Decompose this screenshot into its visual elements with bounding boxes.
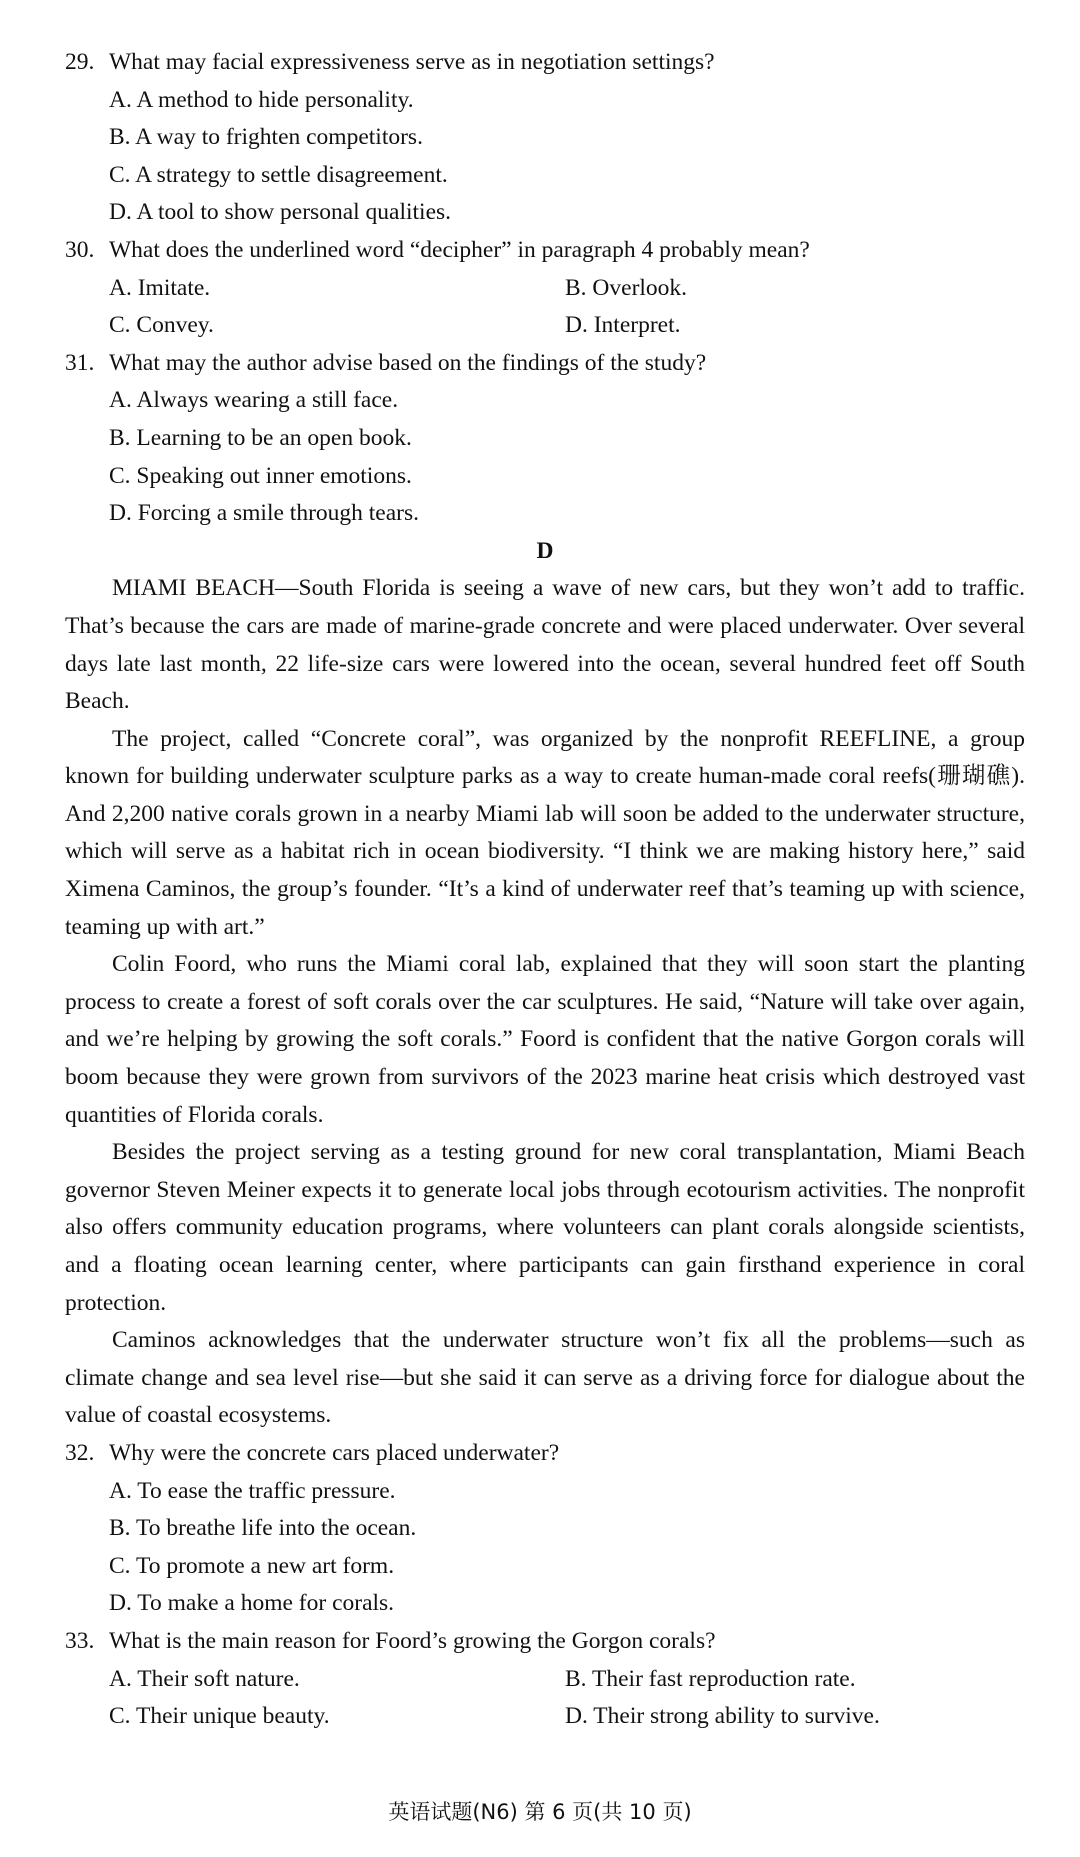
options-row-33-ab: [65, 1661, 1025, 1699]
option-30-a: A. Imitate.: [109, 274, 211, 301]
option-32-a: A. To ease the traffic pressure.: [109, 1477, 396, 1504]
option-31-d: D. Forcing a smile through tears.: [109, 500, 420, 527]
options-row-33-cd: [65, 1698, 1025, 1736]
option-29-b: B. A way to frighten competitors.: [109, 124, 423, 151]
question-30: [65, 232, 1025, 270]
passage-paragraph-2: The project, called “Concrete coral”, was organized by the nonprofit REEFLINE, a group known for building underwater sculpture parks as a way to create human-made coral reefs(珊瑚礁). And 2,200 native corals grown in a nearby Miami lab will soon be added to the underwater structure, which will serve as a habitat rich in ocean biodiversity. “I think we are making history here,” said Ximena Caminos, the group’s founder. “It’s a kind of underwater reef that’s teaming up with science, teaming up with art.”: [65, 725, 1025, 940]
question-stem: What may facial expressiveness serve as in negotiation settings?: [109, 49, 715, 75]
question-stem: What is the main reason for Foord’s growing the Gorgon corals?: [109, 1627, 716, 1654]
exam-page: [65, 44, 1025, 1736]
option-30-b: B. Overlook.: [565, 274, 688, 301]
options-row-30-cd: [65, 307, 1025, 345]
options-row-30-ab: [65, 270, 1025, 308]
option-32-c: C. To promote a new art form.: [109, 1552, 395, 1579]
option-29-a: A. A method to hide personality.: [109, 86, 414, 113]
option-33-d: D. Their strong ability to survive.: [565, 1703, 880, 1730]
section-heading: D: [536, 537, 554, 564]
option-33-a: A. Their soft nature.: [109, 1665, 300, 1692]
question-29: [65, 44, 1025, 82]
question-number: 32.: [65, 1439, 95, 1466]
question-stem: What may the author advise based on the findings of the study?: [109, 349, 707, 376]
option-31-c: C. Speaking out inner emotions.: [109, 462, 412, 489]
option-29-d: D. A tool to show personal qualities.: [109, 199, 452, 226]
passage-paragraph-5: Caminos acknowledges that the underwater structure won’t fix all the problems—such as climate change and sea level rise—but she said it can serve as a driving force for dialogue about the value of coastal ecosystems.: [65, 1327, 1025, 1429]
passage-paragraph-4: Besides the project serving as a testing ground for new coral transplantation, Miami Beach governor Steven Meiner expects it to generate local jobs through ecotourism activities. The nonprofit also offers community education programs, where volunteers can plant corals alongside scientists, and a floating ocean learning center, where participants can gain firsthand experience in coral protection.: [65, 1139, 1025, 1316]
passage-paragraph-3: Colin Foord, who runs the Miami coral lab, explained that they will soon start the planting process to create a forest of soft corals over the car sculptures. He said, “Nature will take over again, and we’re helping by growing the soft corals.” Foord is confident that the native Gorgon corals will boom because they were grown from survivors of the 2023 marine heat crisis which destroyed vast quantities of Florida corals.: [65, 951, 1025, 1128]
question-31: [65, 345, 1025, 383]
question-number: 33.: [65, 1627, 95, 1654]
question-stem: What does the underlined word “decipher” in paragraph 4 probably mean?: [109, 236, 810, 263]
option-31-a: A. Always wearing a still face.: [109, 387, 399, 414]
question-number: 31.: [65, 349, 95, 376]
option-30-c: C. Convey.: [109, 312, 214, 339]
passage-paragraph-1: MIAMI BEACH—South Florida is seeing a wave of new cars, but they won’t add to traffic. That’s because the cars are made of marine-grade concrete and were placed underwater. Over several days late last month, 22 life-size cars were lowered into the ocean, several hundred feet off South Beach.: [65, 575, 1025, 715]
option-32-b: B. To breathe life into the ocean.: [109, 1515, 417, 1542]
option-32-d: D. To make a home for corals.: [109, 1590, 395, 1617]
page-footer: 英语试题(N6) 第 6 页(共 10 页): [388, 1800, 692, 1824]
question-number: 29.: [65, 49, 95, 75]
question-32: [65, 1435, 1025, 1473]
option-29-c: C. A strategy to settle disagreement.: [109, 161, 448, 188]
option-33-c: C. Their unique beauty.: [109, 1703, 330, 1730]
question-stem: Why were the concrete cars placed underwater?: [109, 1439, 560, 1466]
question-33: [65, 1623, 1025, 1661]
passage: [65, 570, 1025, 1435]
question-number: 30.: [65, 236, 95, 263]
option-33-b: B. Their fast reproduction rate.: [565, 1665, 856, 1692]
option-31-b: B. Learning to be an open book.: [109, 424, 412, 451]
option-30-d: D. Interpret.: [565, 312, 681, 339]
